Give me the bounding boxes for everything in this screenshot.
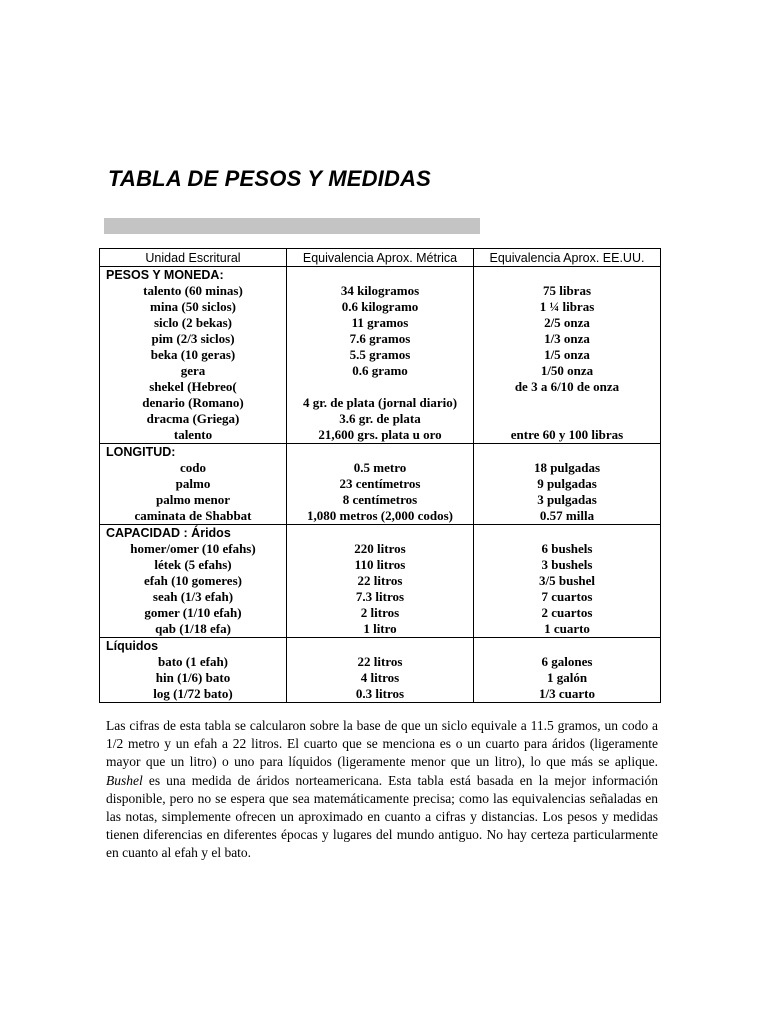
notes-italic-term: Bushel bbox=[106, 772, 143, 788]
cell-metrica: 22 litros bbox=[287, 654, 474, 670]
table-row bbox=[100, 331, 661, 347]
cell-unidad: denario (Romano) bbox=[100, 395, 287, 411]
notes-text-end: es una medida de áridos norteamericana. Esta tabla está basada en la mejor información disponible, pero no se espera que sea matemáticamente precisa; como las equivalencias señaladas en las notas, simplemente ofrecen un aproximado en cuanto a cifras y distancias. Los pesos y medidas tienen diferencias en diferentes épocas y lugares del mundo antiguo. No hay certeza particularmente en cuanto al efah y el bato. bbox=[106, 772, 658, 861]
cell-eeuu: 3 pulgadas bbox=[474, 492, 661, 508]
cell-eeuu: 7 cuartos bbox=[474, 589, 661, 605]
cell-metrica: 0.5 metro bbox=[287, 460, 474, 476]
cell-eeuu: 1 cuarto bbox=[474, 621, 661, 638]
cell-eeuu: 1/3 cuarto bbox=[474, 686, 661, 703]
cell-metrica: 1,080 metros (2,000 codos) bbox=[287, 508, 474, 525]
table-row bbox=[100, 460, 661, 476]
page-title: TABLA DE PESOS Y MEDIDAS bbox=[108, 166, 432, 191]
cell-unidad: dracma (Griega) bbox=[100, 411, 287, 427]
cell-unidad: homer/omer (10 efahs) bbox=[100, 541, 287, 557]
cell-metrica: 1 litro bbox=[287, 621, 474, 638]
cell-eeuu: entre 60 y 100 libras bbox=[474, 427, 661, 444]
empty-cell bbox=[474, 267, 661, 284]
section-label-row-pesos-moneda bbox=[100, 267, 661, 284]
weights-measures-table bbox=[99, 248, 661, 703]
cell-metrica: 110 litros bbox=[287, 557, 474, 573]
header-metrica: Equivalencia Aprox. Métrica bbox=[287, 249, 474, 267]
table-row bbox=[100, 427, 661, 444]
empty-cell bbox=[474, 638, 661, 655]
section-label: Líquidos bbox=[100, 638, 287, 655]
empty-cell bbox=[287, 267, 474, 284]
cell-unidad: pim (2/3 siclos) bbox=[100, 331, 287, 347]
cell-unidad: shekel (Hebreo( bbox=[100, 379, 287, 395]
table-row bbox=[100, 541, 661, 557]
cell-unidad: seah (1/3 efah) bbox=[100, 589, 287, 605]
table-header-row bbox=[100, 249, 661, 267]
cell-metrica: 22 litros bbox=[287, 573, 474, 589]
cell-metrica: 220 litros bbox=[287, 541, 474, 557]
table-row bbox=[100, 476, 661, 492]
section-label-row-liquidos bbox=[100, 638, 661, 655]
table-row bbox=[100, 605, 661, 621]
cell-metrica: 5.5 gramos bbox=[287, 347, 474, 363]
cell-unidad: bato (1 efah) bbox=[100, 654, 287, 670]
empty-cell bbox=[287, 444, 474, 461]
table-row bbox=[100, 686, 661, 703]
table-row bbox=[100, 315, 661, 331]
cell-eeuu: 1/50 onza bbox=[474, 363, 661, 379]
cell-eeuu: 18 pulgadas bbox=[474, 460, 661, 476]
section-label: CAPACIDAD : Áridos bbox=[100, 525, 287, 542]
table-row bbox=[100, 363, 661, 379]
cell-metrica: 21,600 grs. plata u oro bbox=[287, 427, 474, 444]
cell-eeuu: 75 libras bbox=[474, 283, 661, 299]
empty-cell bbox=[287, 525, 474, 542]
cell-eeuu: 1/5 onza bbox=[474, 347, 661, 363]
table-row bbox=[100, 299, 661, 315]
table-row bbox=[100, 379, 661, 395]
table-row bbox=[100, 573, 661, 589]
cell-eeuu: 2/5 onza bbox=[474, 315, 661, 331]
table-row bbox=[100, 589, 661, 605]
cell-metrica: 4 gr. de plata (jornal diario) bbox=[287, 395, 474, 411]
cell-eeuu: 0.57 milla bbox=[474, 508, 661, 525]
cell-unidad: codo bbox=[100, 460, 287, 476]
cell-metrica: 3.6 gr. de plata bbox=[287, 411, 474, 427]
cell-unidad: palmo bbox=[100, 476, 287, 492]
cell-eeuu: 3/5 bushel bbox=[474, 573, 661, 589]
table-row bbox=[100, 508, 661, 525]
cell-eeuu: 1 galón bbox=[474, 670, 661, 686]
empty-cell bbox=[287, 638, 474, 655]
cell-eeuu: 1/3 onza bbox=[474, 331, 661, 347]
cell-unidad: log (1/72 bato) bbox=[100, 686, 287, 703]
cell-eeuu: 1 ¼ libras bbox=[474, 299, 661, 315]
cell-unidad: talento bbox=[100, 427, 287, 444]
cell-unidad: palmo menor bbox=[100, 492, 287, 508]
cell-metrica: 34 kilogramos bbox=[287, 283, 474, 299]
cell-eeuu: 9 pulgadas bbox=[474, 476, 661, 492]
cell-unidad: talento (60 minas) bbox=[100, 283, 287, 299]
cell-unidad: gomer (1/10 efah) bbox=[100, 605, 287, 621]
cell-eeuu: 2 cuartos bbox=[474, 605, 661, 621]
cell-eeuu: 6 galones bbox=[474, 654, 661, 670]
table-row bbox=[100, 411, 661, 427]
cell-unidad: siclo (2 bekas) bbox=[100, 315, 287, 331]
header-eeuu: Equivalencia Aprox. EE.UU. bbox=[474, 249, 661, 267]
cell-eeuu: 3 bushels bbox=[474, 557, 661, 573]
cell-metrica: 11 gramos bbox=[287, 315, 474, 331]
cell-metrica: 0.6 gramo bbox=[287, 363, 474, 379]
cell-unidad: efah (10 gomeres) bbox=[100, 573, 287, 589]
cell-metrica: 0.3 litros bbox=[287, 686, 474, 703]
section-label-row-capacidad-aridos bbox=[100, 525, 661, 542]
table-row bbox=[100, 621, 661, 638]
cell-metrica: 2 litros bbox=[287, 605, 474, 621]
cell-unidad: létek (5 efahs) bbox=[100, 557, 287, 573]
table-row bbox=[100, 670, 661, 686]
cell-metrica: 23 centímetros bbox=[287, 476, 474, 492]
table-row bbox=[100, 492, 661, 508]
cell-eeuu bbox=[474, 395, 661, 411]
cell-unidad: caminata de Shabbat bbox=[100, 508, 287, 525]
cell-unidad: gera bbox=[100, 363, 287, 379]
cell-eeuu: de 3 a 6/10 de onza bbox=[474, 379, 661, 395]
cell-metrica: 8 centímetros bbox=[287, 492, 474, 508]
section-label: PESOS Y MONEDA: bbox=[100, 267, 287, 284]
cell-unidad: beka (10 geras) bbox=[100, 347, 287, 363]
empty-cell bbox=[474, 444, 661, 461]
table-row bbox=[100, 347, 661, 363]
section-label-row-longitud bbox=[100, 444, 661, 461]
decorative-grey-bar bbox=[104, 218, 480, 234]
cell-metrica: 4 litros bbox=[287, 670, 474, 686]
cell-metrica: 0.6 kilogramo bbox=[287, 299, 474, 315]
cell-unidad: qab (1/18 efa) bbox=[100, 621, 287, 638]
section-label: LONGITUD: bbox=[100, 444, 287, 461]
cell-unidad: hin (1/6) bato bbox=[100, 670, 287, 686]
cell-metrica bbox=[287, 379, 474, 395]
table-row bbox=[100, 654, 661, 670]
header-unidad: Unidad Escritural bbox=[100, 249, 287, 267]
notes-text-start: Las cifras de esta tabla se calcularon sobre la base de que un siclo equivale a 11.5 gramos, un codo a 1/2 metro y un efah a 22 litros. El cuarto que se menciona es o un cuarto para áridos (ligeramente mayor que un litro) o uno para líquidos (ligeramente menor que un litro), lo que más se aplique. bbox=[106, 718, 658, 770]
cell-eeuu: 6 bushels bbox=[474, 541, 661, 557]
table-row bbox=[100, 283, 661, 299]
empty-cell bbox=[474, 525, 661, 542]
cell-unidad: mina (50 siclos) bbox=[100, 299, 287, 315]
cell-metrica: 7.6 gramos bbox=[287, 331, 474, 347]
table-row bbox=[100, 395, 661, 411]
cell-eeuu bbox=[474, 411, 661, 427]
cell-metrica: 7.3 litros bbox=[287, 589, 474, 605]
table-row bbox=[100, 557, 661, 573]
notes-paragraph bbox=[106, 717, 658, 863]
